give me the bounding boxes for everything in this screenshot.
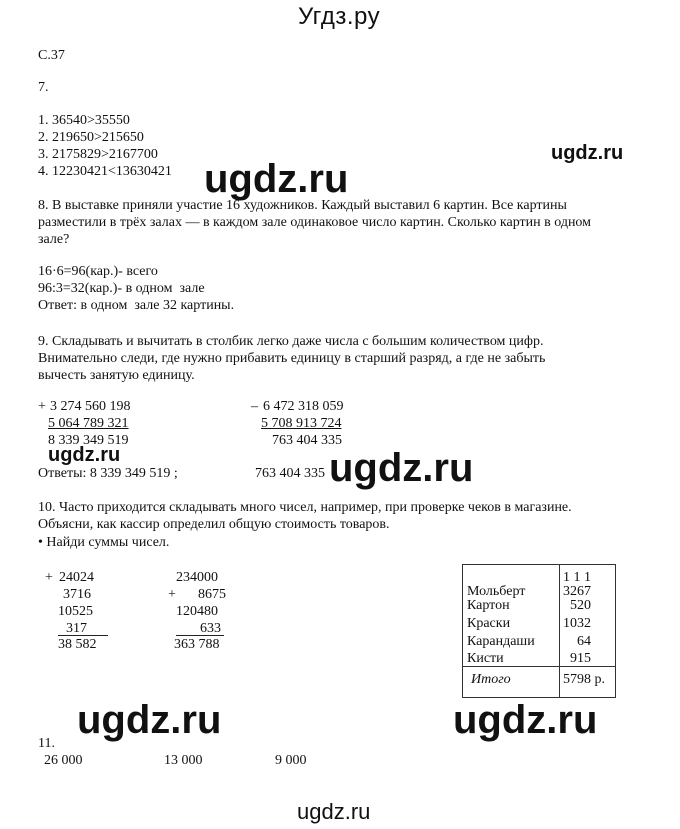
watermark: ugdz.ru [48,444,121,466]
receipt-item-price: 1032 [563,616,591,631]
task7-number: 7. [38,80,49,95]
task9-answer: Ответы: 8 339 349 519 ; [38,466,178,481]
column1-sign: + [45,570,53,585]
column2-result: 363 788 [174,637,220,652]
task8-text: зале? [38,232,70,247]
receipt-item-name: Кисти [467,651,504,666]
column1-value: 10525 [58,604,93,619]
task11-value: 13 000 [164,753,203,768]
receipt-item-name: Карандаши [467,634,535,649]
column2-value: 234000 [176,570,218,585]
task7-line: 4. 12230421<13630421 [38,164,172,179]
task8-text: 8. В выставке приняли участие 16 художников. Каждый выставил 6 картин. Все картины [38,198,567,213]
task11-number: 11. [38,736,55,751]
column2-sign: + [168,587,176,602]
receipt-item-price: 3267 [563,584,591,599]
subtraction-operand: 5 708 913 724 [261,416,342,431]
task9-text: Внимательно следи, где нужно прибавить единицу в старший разряд, а где не забыть [38,351,546,366]
receipt-carry: 1 1 1 [563,570,591,585]
task10-text: 10. Часто приходится складывать много чисел, например, при проверке чеков в магазине. [38,500,572,515]
task8-solution: 96:3=32(кар.)- в одном зале [38,281,205,296]
subtraction-operand: 6 472 318 059 [263,399,344,414]
receipt-item-name: Картон [467,598,510,613]
receipt-item-price: 64 [577,634,591,649]
sum-line [176,635,224,636]
task9-text: вычесть занятую единицу. [38,368,195,383]
receipt-item-name: Краски [467,616,511,631]
column1-value: 317 [66,621,87,636]
receipt-total-label: Итого [471,672,511,687]
subtraction-result: 763 404 335 [272,433,342,448]
watermark: ugdz.ru [329,446,474,490]
addition-operand: 3 274 560 198 [50,399,131,414]
task9-text: 9. Складывать и вычитать в столбик легко даже числа с большим количеством цифр. [38,334,544,349]
watermark: ugdz.ru [204,157,349,201]
task9-answer: 763 404 335 [255,466,325,481]
receipt-total-value: 5798 р. [563,672,605,687]
page-reference: С.37 [38,48,65,63]
watermark: ugdz.ru [453,698,598,742]
task8-answer: Ответ: в одном зале 32 картины. [38,298,235,313]
watermark: ugdz.ru [551,142,624,164]
column1-result: 38 582 [58,637,97,652]
task7-line: 3. 2175829>2167700 [38,147,158,162]
task7-line: 1. 36540>35550 [38,113,130,128]
addition-operand: 5 064 789 321 [48,416,129,431]
column1-value: 24024 [59,570,94,585]
column2-value: 8675 [198,587,226,602]
receipt-table [462,564,616,698]
watermark: ugdz.ru [77,698,222,742]
column2-value: 633 [200,621,221,636]
receipt-item-name: Мольберт [467,584,526,599]
addition-sign: + [38,399,46,414]
receipt-item-price: 520 [570,598,591,613]
footer-watermark: ugdz.ru [297,799,371,824]
receipt-item-price: 915 [570,651,591,666]
column1-value: 3716 [63,587,91,602]
task7-line: 2. 219650>215650 [38,130,144,145]
site-title: Угдз.ру [298,3,381,30]
addition-result: 8 339 349 519 [48,433,129,448]
task8-text: разместили в трёх залах — в каждом зале одинаковое число картин. Сколько картин в одном [38,215,592,230]
task10-text: • Найди суммы чисел. [38,535,170,550]
subtraction-sign: – [251,399,258,414]
task10-text: Объясни, как кассир определил общую стоимость товаров. [38,517,390,532]
column2-value: 120480 [176,604,218,619]
task11-value: 26 000 [44,753,83,768]
task11-value: 9 000 [275,753,307,768]
sum-line [58,635,108,636]
task8-solution: 16·6=96(кар.)- всего [38,264,158,279]
receipt-divider [559,565,560,697]
